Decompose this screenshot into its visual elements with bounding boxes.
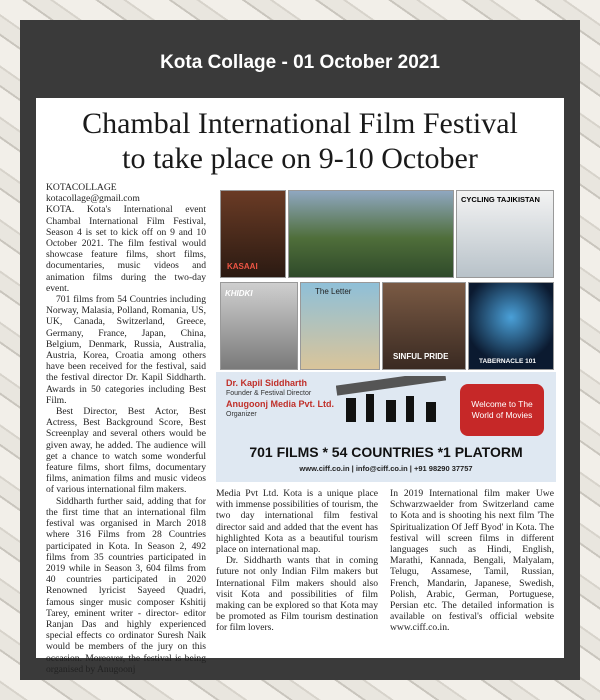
poster-thumb [288, 190, 454, 278]
collage-header: Kota Collage - 01 October 2021 [160, 52, 440, 73]
paragraph: KOTA. Kota's International event Chambal International Film Festival, Season 4 is set to kick off on 9 and 10 October 2021. The film festival would showcase feature films, short films, documentaries, music videos and animation films during the two-day event. [46, 204, 206, 294]
paragraph: In 2019 International film maker Uwe Schwarzwaelder from Switzerland came to Kota and is shooting his next film 'The Spiritualization Of Jeff Byod' in Kota. The festival will screen films in different languages such as Hindi, English, Marathi, Kannada, Bengali, Malyalam, Telugu, Assamese, Tamil, Russian, French, Mandarin, Japanese, Swedish, Polish, Arabic, German, Portuguese, Persian etc. The detailed information is available on festival's official website www.ciff.co.in. [390, 488, 554, 634]
byline-email: kotacollage@gmail.com [46, 193, 140, 205]
festival-poster [216, 186, 556, 482]
poster-thumb: SINFUL PRIDE [382, 282, 466, 370]
poster-info-band [216, 372, 556, 482]
organizer-role: Organizer [226, 411, 257, 418]
paragraph: Best Director, Best Actor, Best Actress, Best Background Score, Best Screenplay and several others would be given away, he added. The audience will get a chance to watch some wonderful feature films, short films, documentary films, animation films and music videos of various international film makers. [46, 406, 206, 496]
byline: KOTACOLLAGE [46, 182, 117, 193]
column-1 [46, 182, 206, 675]
poster-thumb: The Letter [300, 282, 380, 370]
poster-thumb: TABERNACLE 101 [468, 282, 554, 370]
poster-thumb: KASAAI [220, 190, 286, 278]
poster-contact: www.ciff.co.in | info@ciff.co.in | +91 98290 37757 [299, 464, 473, 473]
column-3 [390, 488, 554, 634]
director-name: Dr. Kapil Siddharth [226, 378, 308, 388]
paragraph: 701 films from 54 Countries including Norway, Malasia, Polland, Romania, US, UK, Canada, Switzerland, Greece, Germany, France, Japan, China, Belgium, Denmark, Russia, Australia, Austria, Korea, Croatia among others have been received for the festival, said the festival director Dr. Kapil Siddharth. Awards in 50 categories including Best Film. [46, 294, 206, 406]
paragraph: Siddharth further said, adding that for the first time that an international film festival was organised in March 2018 where 316 Films from 28 Countries participated in Kota. In Season 2, 492 films from 35 countries participated in 2019 while in Season 3, 604 films from 40 countries participated in 2020 Renowned lyricist Sayeed Quadri, famous singer music composer Kshitij Tarey, eminent writer - director- editor Ranjan Das and highly experienced special effects co ordinator Suresh Naik would be members of the jury on this occasion. Moreover, the festival is being organised by Anugoonj [46, 495, 206, 675]
article-page [36, 98, 564, 675]
film-crew-silhouette-icon [336, 376, 446, 424]
poster-tagline: 701 FILMS * 54 COUNTRIES *1 PLATORM [249, 444, 523, 460]
paragraph: Media Pvt Ltd. Kota is a unique place with immense possibilities of tourism, the two day international film festival director said and added that the event has highlighted Kota as a beautiful tourism place on international map. [216, 488, 378, 556]
poster-thumb: CYCLING TAJIKISTAN [456, 190, 554, 278]
headline [36, 106, 564, 176]
paragraph: Dr. Siddharth wants that in coming future not only Indian Film makers but International Film makers should also visit Kota and possibilities of film making can be explored so that Kota may be promoted as Film tourism destination for film lovers. [216, 555, 378, 634]
headline-line-1: Chambal International Film Festival [82, 107, 518, 140]
welcome-badge: Welcome to The World of Movies [460, 384, 544, 436]
column-2 [216, 488, 378, 634]
director-role: Founder & Festival Director [226, 390, 312, 397]
organizer-name: Anugoonj Media Pvt. Ltd. [226, 399, 334, 409]
headline-line-2: to take place on 9-10 October [122, 142, 478, 175]
poster-thumb: KHIDKI [220, 282, 298, 370]
